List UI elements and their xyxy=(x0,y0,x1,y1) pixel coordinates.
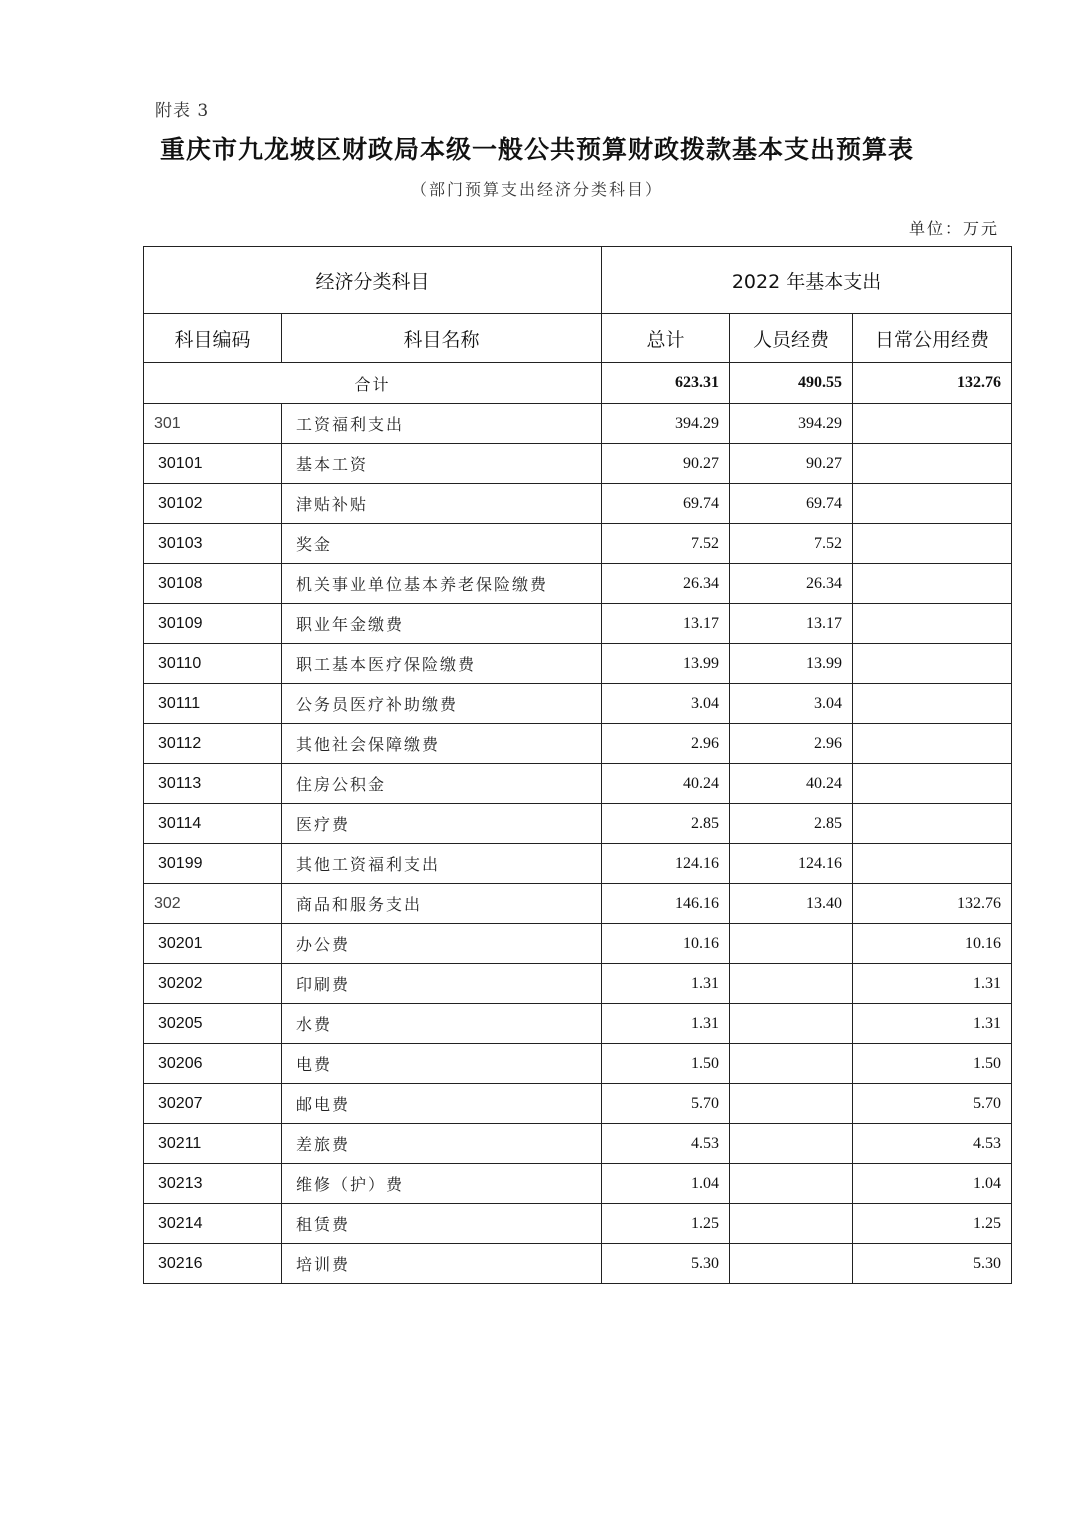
table-row xyxy=(144,484,1012,524)
table-row xyxy=(144,724,1012,764)
row-public xyxy=(853,604,1012,644)
row-name: 维修（护）费 xyxy=(282,1164,602,1204)
row-name: 住房公积金 xyxy=(282,764,602,804)
annex-label: 附表 3 xyxy=(155,101,210,121)
row-name: 差旅费 xyxy=(282,1124,602,1164)
row-personnel xyxy=(730,1164,853,1204)
row-total: 26.34 xyxy=(602,564,730,604)
row-name: 公务员医疗补助缴费 xyxy=(282,684,602,724)
row-code: 30202 xyxy=(144,964,282,1004)
row-code: 30113 xyxy=(144,764,282,804)
row-code: 30111 xyxy=(144,684,282,724)
row-code: 30110 xyxy=(144,644,282,684)
row-code: 30101 xyxy=(144,444,282,484)
unit-label: 单位：万元 xyxy=(908,219,999,238)
table-row xyxy=(144,1084,1012,1124)
row-code: 30216 xyxy=(144,1244,282,1284)
row-public: 5.70 xyxy=(853,1084,1012,1124)
table-row xyxy=(144,804,1012,844)
header-total: 总计 xyxy=(602,314,730,363)
header-econ-class: 经济分类科目 xyxy=(144,247,602,314)
row-total: 394.29 xyxy=(602,404,730,444)
row-total: 2.85 xyxy=(602,804,730,844)
table-row xyxy=(144,884,1012,924)
row-public: 5.30 xyxy=(853,1244,1012,1284)
total-total: 623.31 xyxy=(602,363,730,404)
table-row xyxy=(144,604,1012,644)
table-row xyxy=(144,644,1012,684)
row-personnel xyxy=(730,1124,853,1164)
row-code: 30211 xyxy=(144,1124,282,1164)
row-code: 30102 xyxy=(144,484,282,524)
row-name: 邮电费 xyxy=(282,1084,602,1124)
row-code: 30199 xyxy=(144,844,282,884)
row-personnel xyxy=(730,924,853,964)
page-title: 重庆市九龙坡区财政局本级一般公共预算财政拨款基本支出预算表 xyxy=(159,135,914,164)
table-row xyxy=(144,404,1012,444)
row-public xyxy=(853,444,1012,484)
row-total: 1.25 xyxy=(602,1204,730,1244)
row-personnel: 7.52 xyxy=(730,524,853,564)
row-personnel: 13.40 xyxy=(730,884,853,924)
table-row xyxy=(144,924,1012,964)
row-total: 7.52 xyxy=(602,524,730,564)
row-public: 1.31 xyxy=(853,1004,1012,1044)
row-code: 30213 xyxy=(144,1164,282,1204)
row-name: 奖金 xyxy=(282,524,602,564)
total-label: 合计 xyxy=(144,363,602,404)
row-public xyxy=(853,844,1012,884)
budget-table xyxy=(143,246,1012,1284)
row-code: 30214 xyxy=(144,1204,282,1244)
header-year-expense: 2022 年基本支出 xyxy=(602,247,1012,314)
row-name: 印刷费 xyxy=(282,964,602,1004)
row-public xyxy=(853,524,1012,564)
row-public xyxy=(853,484,1012,524)
row-total: 5.70 xyxy=(602,1084,730,1124)
row-personnel: 13.99 xyxy=(730,644,853,684)
row-personnel xyxy=(730,1004,853,1044)
row-name: 商品和服务支出 xyxy=(282,884,602,924)
table-row xyxy=(144,764,1012,804)
row-code: 30206 xyxy=(144,1044,282,1084)
row-code: 30201 xyxy=(144,924,282,964)
row-public xyxy=(853,804,1012,844)
row-personnel: 90.27 xyxy=(730,444,853,484)
table-row xyxy=(144,524,1012,564)
row-name: 电费 xyxy=(282,1044,602,1084)
row-name: 医疗费 xyxy=(282,804,602,844)
table-row xyxy=(144,964,1012,1004)
row-public xyxy=(853,764,1012,804)
total-row xyxy=(144,363,1012,404)
row-total: 3.04 xyxy=(602,684,730,724)
row-public: 1.25 xyxy=(853,1204,1012,1244)
row-total: 5.30 xyxy=(602,1244,730,1284)
table-row xyxy=(144,1244,1012,1284)
row-name: 工资福利支出 xyxy=(282,404,602,444)
row-public: 10.16 xyxy=(853,924,1012,964)
header-public: 日常公用经费 xyxy=(853,314,1012,363)
row-personnel: 26.34 xyxy=(730,564,853,604)
row-code: 30207 xyxy=(144,1084,282,1124)
row-total: 10.16 xyxy=(602,924,730,964)
row-public xyxy=(853,564,1012,604)
row-personnel xyxy=(730,1204,853,1244)
total-public: 132.76 xyxy=(853,363,1012,404)
row-code: 30108 xyxy=(144,564,282,604)
row-total: 2.96 xyxy=(602,724,730,764)
row-name: 基本工资 xyxy=(282,444,602,484)
table-row xyxy=(144,1164,1012,1204)
row-total: 1.31 xyxy=(602,1004,730,1044)
row-public xyxy=(853,724,1012,764)
row-personnel: 3.04 xyxy=(730,684,853,724)
row-public xyxy=(853,644,1012,684)
table-row xyxy=(144,684,1012,724)
row-public: 1.31 xyxy=(853,964,1012,1004)
row-personnel: 69.74 xyxy=(730,484,853,524)
row-code: 301 xyxy=(144,404,282,444)
row-name: 办公费 xyxy=(282,924,602,964)
header-row-columns xyxy=(144,314,1012,363)
header-name: 科目名称 xyxy=(282,314,602,363)
row-name: 租赁费 xyxy=(282,1204,602,1244)
row-personnel: 2.85 xyxy=(730,804,853,844)
header-row-top xyxy=(144,247,1012,314)
row-total: 69.74 xyxy=(602,484,730,524)
row-name: 津贴补贴 xyxy=(282,484,602,524)
total-personnel: 490.55 xyxy=(730,363,853,404)
row-total: 40.24 xyxy=(602,764,730,804)
table-row xyxy=(144,1004,1012,1044)
row-total: 1.04 xyxy=(602,1164,730,1204)
table-row xyxy=(144,564,1012,604)
row-total: 13.99 xyxy=(602,644,730,684)
row-code: 30114 xyxy=(144,804,282,844)
row-name: 水费 xyxy=(282,1004,602,1044)
row-name: 培训费 xyxy=(282,1244,602,1284)
row-name: 职业年金缴费 xyxy=(282,604,602,644)
row-public: 4.53 xyxy=(853,1124,1012,1164)
header-personnel: 人员经费 xyxy=(730,314,853,363)
row-personnel: 124.16 xyxy=(730,844,853,884)
row-personnel: 40.24 xyxy=(730,764,853,804)
row-personnel xyxy=(730,1084,853,1124)
row-personnel: 394.29 xyxy=(730,404,853,444)
row-name: 机关事业单位基本养老保险缴费 xyxy=(282,564,602,604)
row-personnel: 13.17 xyxy=(730,604,853,644)
row-total: 124.16 xyxy=(602,844,730,884)
page-subtitle: （部门预算支出经济分类科目） xyxy=(410,180,663,199)
row-total: 1.50 xyxy=(602,1044,730,1084)
row-total: 146.16 xyxy=(602,884,730,924)
row-total: 13.17 xyxy=(602,604,730,644)
row-code: 30112 xyxy=(144,724,282,764)
table-row xyxy=(144,1204,1012,1244)
table-row xyxy=(144,444,1012,484)
row-public xyxy=(853,684,1012,724)
row-name: 其他工资福利支出 xyxy=(282,844,602,884)
row-personnel xyxy=(730,964,853,1004)
row-personnel xyxy=(730,1244,853,1284)
header-code: 科目编码 xyxy=(144,314,282,363)
row-personnel: 2.96 xyxy=(730,724,853,764)
row-code: 302 xyxy=(144,884,282,924)
row-personnel xyxy=(730,1044,853,1084)
row-total: 4.53 xyxy=(602,1124,730,1164)
table-row xyxy=(144,1044,1012,1084)
row-total: 90.27 xyxy=(602,444,730,484)
row-name: 其他社会保障缴费 xyxy=(282,724,602,764)
row-public: 1.04 xyxy=(853,1164,1012,1204)
row-total: 1.31 xyxy=(602,964,730,1004)
row-code: 30103 xyxy=(144,524,282,564)
table-row xyxy=(144,1124,1012,1164)
row-code: 30109 xyxy=(144,604,282,644)
row-public xyxy=(853,404,1012,444)
row-public: 132.76 xyxy=(853,884,1012,924)
row-code: 30205 xyxy=(144,1004,282,1044)
row-public: 1.50 xyxy=(853,1044,1012,1084)
table-row xyxy=(144,844,1012,884)
row-name: 职工基本医疗保险缴费 xyxy=(282,644,602,684)
